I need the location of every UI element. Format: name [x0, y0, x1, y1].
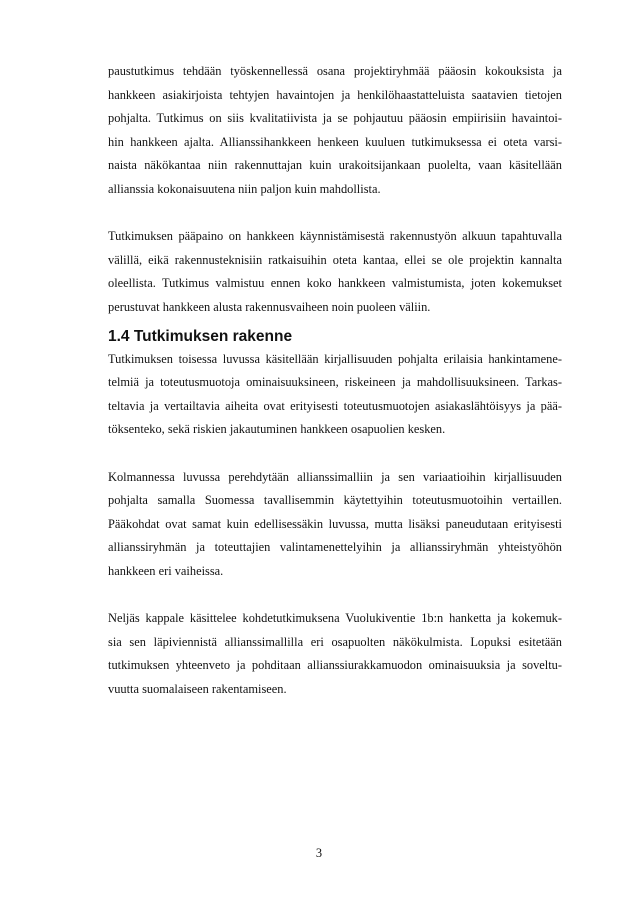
paragraph-gap — [108, 583, 562, 607]
page-number: 3 — [315, 846, 323, 860]
text-line: pohjalta samalla Suomessa tavallisemmin käytettyihin toteutusmuotoihin vertaillen. — [108, 493, 562, 508]
paragraph-research-method — [108, 60, 562, 202]
text-line: välillä, eikä rakennusteknisiin ratkaisuihin oteta kantaa, ellei se ole projektin kannalta — [108, 252, 562, 267]
paragraph-chapter-three — [108, 466, 562, 584]
paragraph-chapter-four — [108, 607, 562, 701]
text-line: Neljäs kappale käsittelee kohdetutkimuksena Vuolukiventie 1b:n hanketta ja kokemuk- — [108, 611, 562, 626]
text-line: hankkeen asiakirjoista tehtyjen havaintojen ja henkilöhaastatteluista saatavien tietojen — [108, 87, 562, 102]
section-heading: 1.4 Tutkimuksen rakenne — [108, 327, 293, 345]
text-line: oleellista. Tutkimus valmistuu ennen koko hankkeen valmistumista, joten kokemukset — [108, 276, 562, 291]
text-line: telmiä ja toteutusmuotoja ominaisuuksineen, riskeineen ja mahdollisuuksineen. Tarkas- — [108, 375, 562, 390]
paragraph-chapter-two — [108, 348, 562, 442]
text-line: Pääkohdat ovat samat kuin edellisessäkin luvussa, mutta lisäksi paneudutaan erityisesti — [108, 516, 562, 531]
text-line: hankkeen eri vaiheissa. — [108, 563, 224, 578]
text-line: perustuvat hankkeen alusta rakennusvaiheen noin puoleen väliin. — [108, 299, 431, 314]
text-line: paustutkimus tehdään työskennellessä osana projektiryhmää pääosin kokouksista ja — [108, 64, 562, 78]
text-line: tutkimuksen yhteenveto ja pohditaan allianssiurakkamuodon ominaisuuksia ja soveltu- — [108, 658, 562, 673]
text-line: vuutta suomalaiseen rakentamiseen. — [108, 681, 287, 696]
paragraph-research-focus — [108, 225, 562, 319]
text-line: Tutkimuksen pääpaino on hankkeen käynnistämisestä rakennustyön alkuun tapahtuvalla — [108, 229, 562, 244]
text-line: teltavia ja vertailtavia aiheita ovat erityisesti toteutusmuotojen asiakaslähtöisyys ja pää- — [108, 398, 562, 413]
text-line: pohjalta. Tutkimus on siis kvalitatiivista ja se pohjautuu pääosin empiirisiin havaintoi- — [108, 111, 562, 126]
document-page — [108, 60, 562, 701]
paragraph-gap — [108, 442, 562, 466]
paragraph-gap — [108, 202, 562, 226]
text-line: allianssiryhmän ja toteuttajien valintamenettelyihin ja allianssiryhmän yhteistyöhön — [108, 540, 562, 555]
text-line: naista näkökantaa niin rakennuttajan kuin urakoitsijankaan puolelta, vaan käsitellään — [108, 158, 562, 173]
text-line: allianssia kokonaisuutena niin paljon kuin mahdollista. — [108, 181, 381, 196]
text-line: Tutkimuksen toisessa luvussa käsitellään kirjallisuuden pohjalta erilaisia hankintamene- — [108, 351, 562, 366]
text-line: töksenteko, sekä riskien jakautuminen hankkeen osapuolien kesken. — [108, 422, 446, 437]
text-line: Kolmannessa luvussa perehdytään allianssimalliin ja sen variaatioihin kirjallisuuden — [108, 469, 562, 484]
text-line: hin hankkeen ajalta. Allianssihankkeen henkeen kuuluen tutkimuksessa ei oteta varsi- — [108, 134, 562, 149]
text-line: sia sen läpiviennistä allianssimallilla eri osapuolten näkökulmista. Lopuksi esitetään — [108, 634, 562, 649]
